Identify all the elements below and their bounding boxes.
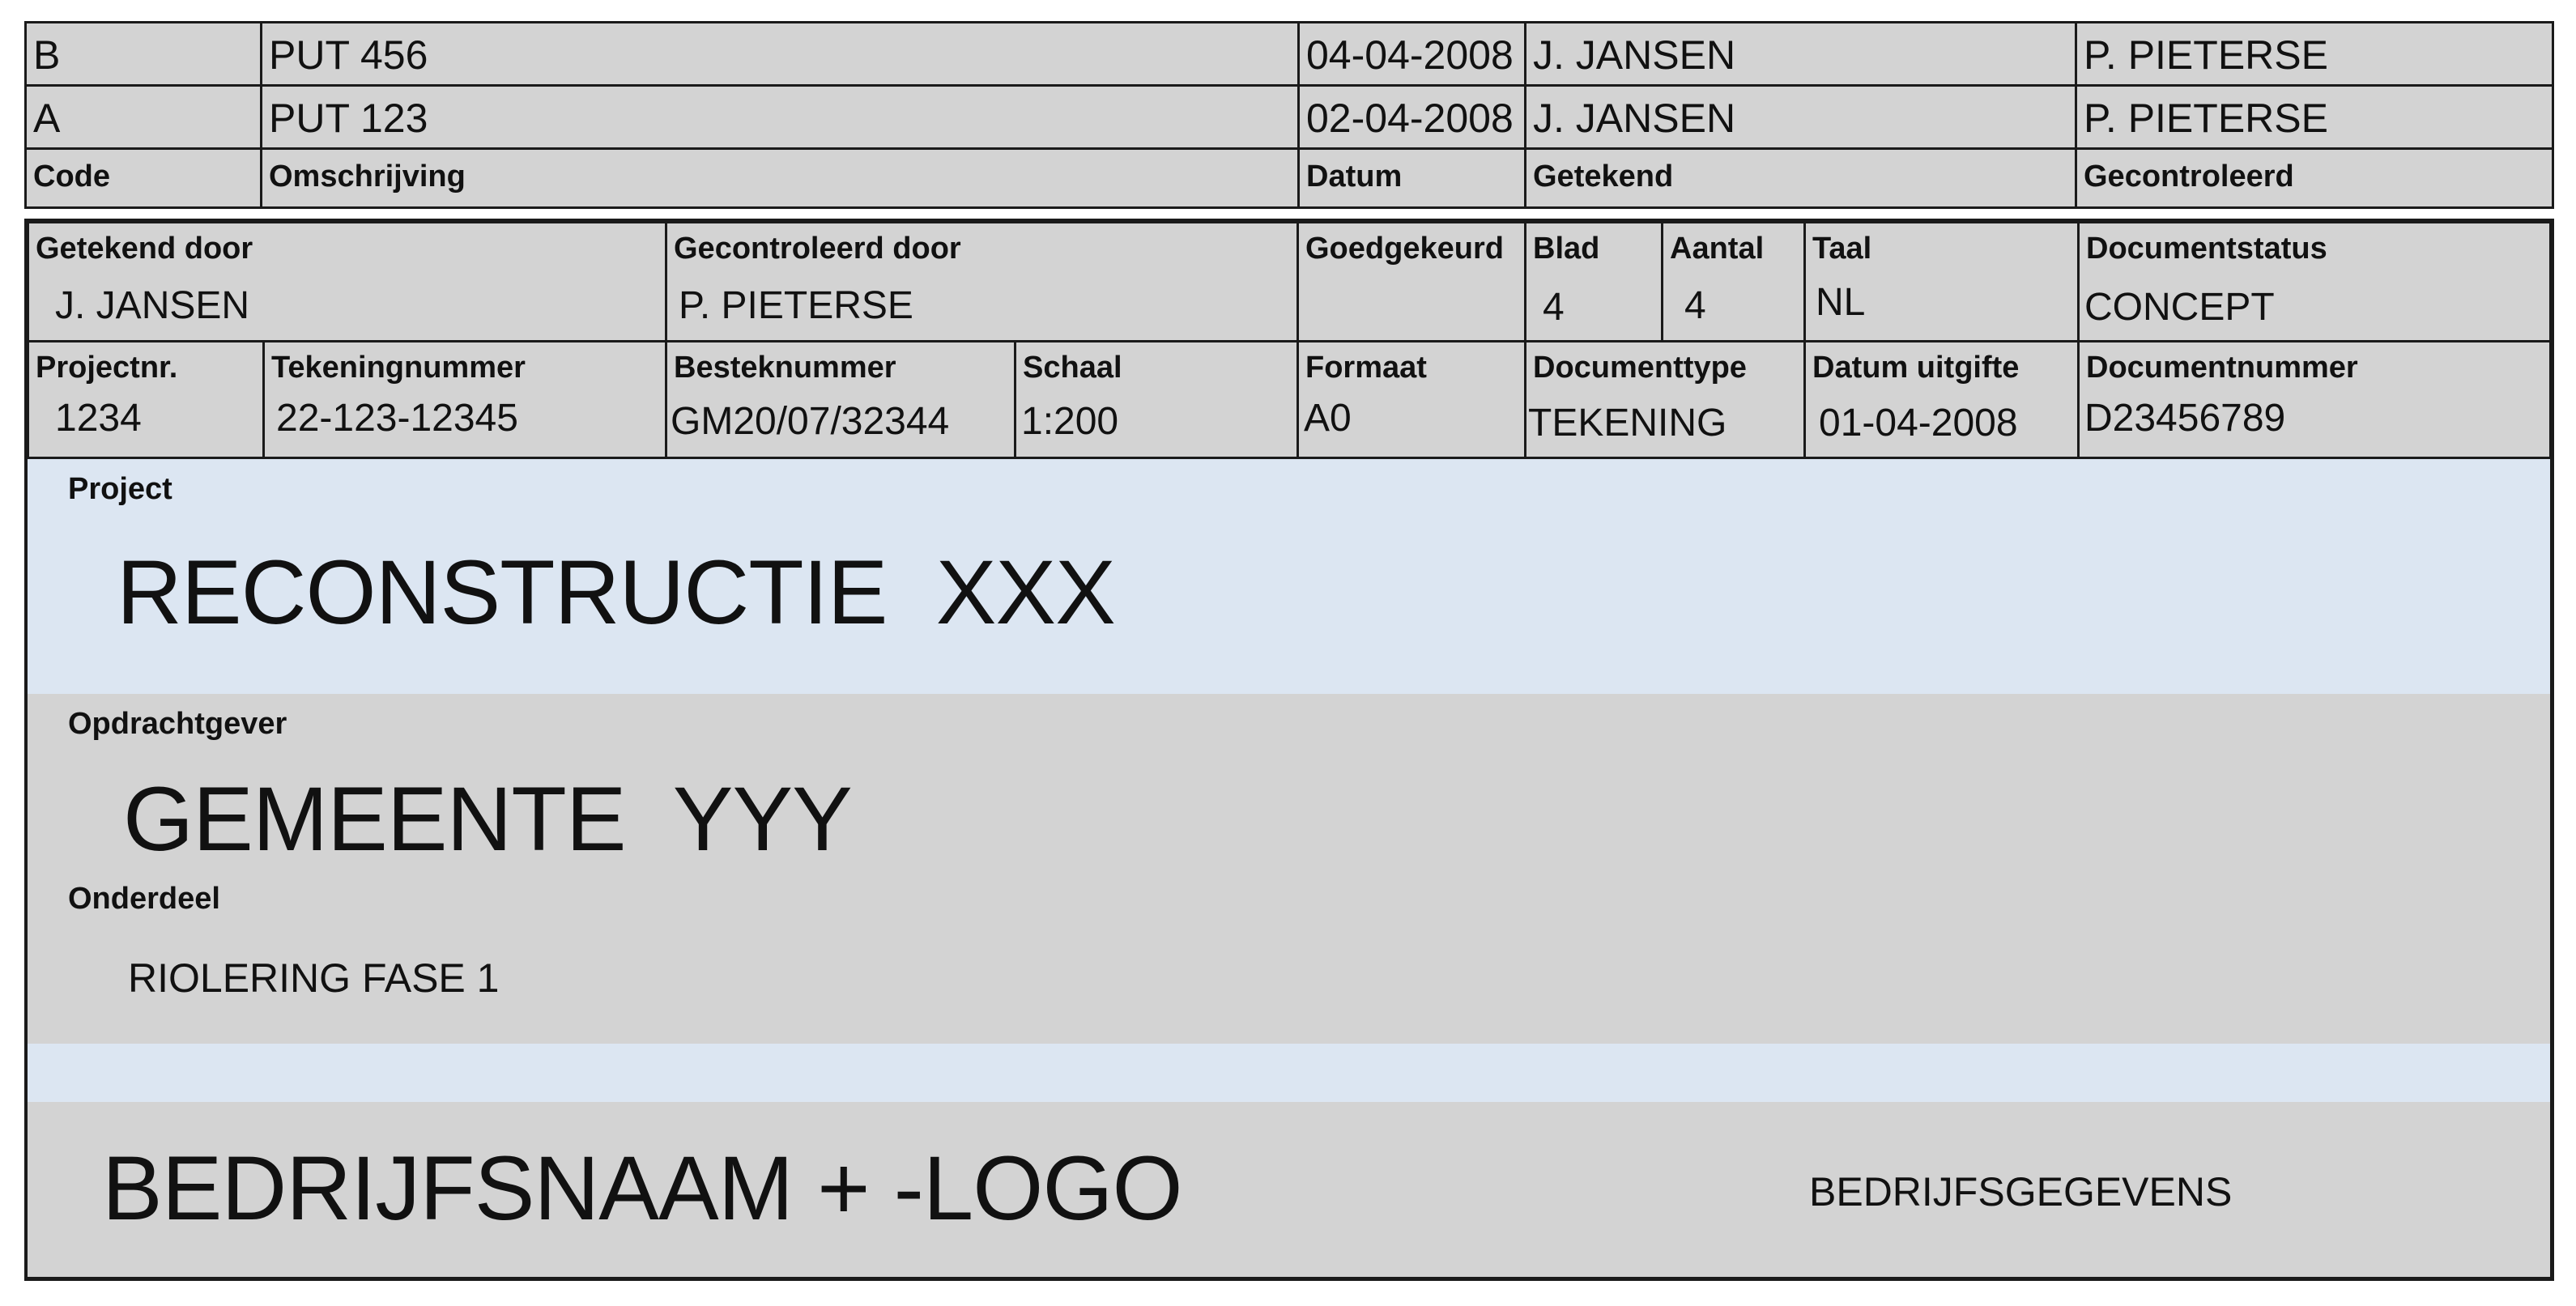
- format-label: Formaat: [1305, 351, 1427, 385]
- project-nr-value: 1234: [55, 397, 142, 440]
- part-value: RIOLERING FASE 1: [128, 955, 500, 1001]
- drawing-nr-value: 22-123-12345: [276, 397, 518, 440]
- scale-value: 1:200: [1021, 400, 1119, 443]
- rev-b-code: B: [24, 21, 262, 87]
- company-section: [28, 1102, 2550, 1277]
- rev-header-date: Datum: [1297, 147, 1526, 209]
- issue-date-label: Datum uitgifte: [1812, 351, 2020, 385]
- status-value: CONCEPT: [2084, 286, 2275, 329]
- count-value: 4: [1684, 284, 1706, 327]
- format-cell: [1297, 340, 1526, 459]
- sheet-value: 4: [1543, 286, 1565, 329]
- rev-header-code: Code: [24, 147, 262, 209]
- drawn-by-label: Getekend door: [36, 232, 253, 266]
- revision-table: [24, 21, 2554, 209]
- rev-b-drawn: J. JANSEN: [1524, 21, 2077, 87]
- rev-b-date: 04-04-2008: [1297, 21, 1526, 87]
- doc-nr-cell: [2077, 340, 2552, 459]
- rev-a-checked: P. PIETERSE: [2075, 84, 2554, 150]
- spec-nr-label: Besteknummer: [674, 351, 896, 385]
- scale-label: Schaal: [1023, 351, 1122, 385]
- project-section: [28, 459, 2550, 694]
- rev-header-drawn: Getekend: [1524, 147, 2077, 209]
- rev-a-code: A: [24, 84, 262, 150]
- spacer-strip: [28, 1044, 2550, 1102]
- approved-cell: [1297, 221, 1526, 342]
- project-label: Project: [68, 472, 172, 506]
- client-section: [28, 694, 2550, 1044]
- company-details: BEDRIJFSGEGEVENS: [1809, 1169, 2233, 1215]
- doc-type-value: TEKENING: [1528, 402, 1727, 445]
- checked-by-cell: [665, 221, 1299, 342]
- status-cell: [2077, 221, 2552, 342]
- language-label: Taal: [1812, 232, 1872, 266]
- issue-date-cell: [1803, 340, 2080, 459]
- doc-nr-value: D23456789: [2084, 397, 2286, 440]
- rev-b-checked: P. PIETERSE: [2075, 21, 2554, 87]
- rev-b-description: PUT 456: [260, 21, 1300, 87]
- checked-by-value: P. PIETERSE: [679, 284, 913, 327]
- project-value: RECONSTRUCTIE XXX: [117, 542, 1115, 643]
- drawing-nr-label: Tekeningnummer: [271, 351, 526, 385]
- issue-date-value: 01-04-2008: [1819, 402, 2018, 445]
- company-name: BEDRIJFSNAAM + -LOGO: [102, 1138, 1182, 1239]
- sheet-cell: [1524, 221, 1663, 342]
- project-nr-label: Projectnr.: [36, 351, 178, 385]
- language-value: NL: [1816, 281, 1866, 324]
- scale-cell: [1014, 340, 1299, 459]
- status-label: Documentstatus: [2086, 232, 2327, 266]
- drawn-by-cell: [27, 221, 667, 342]
- language-cell: [1803, 221, 2080, 342]
- drawn-by-value: J. JANSEN: [55, 284, 250, 327]
- project-nr-cell: [27, 340, 265, 459]
- checked-by-label: Gecontroleerd door: [674, 232, 961, 266]
- rev-header-description: Omschrijving: [260, 147, 1300, 209]
- doc-nr-label: Documentnummer: [2086, 351, 2358, 385]
- spec-nr-value: GM20/07/32344: [671, 400, 950, 443]
- rev-a-date: 02-04-2008: [1297, 84, 1526, 150]
- client-value: GEMEENTE YYY: [123, 768, 852, 870]
- count-cell: [1661, 221, 1806, 342]
- spec-nr-cell: [665, 340, 1016, 459]
- part-label: Onderdeel: [68, 882, 220, 916]
- count-label: Aantal: [1670, 232, 1765, 266]
- doc-type-cell: [1524, 340, 1806, 459]
- info-grid: [27, 221, 2552, 459]
- rev-a-description: PUT 123: [260, 84, 1300, 150]
- rev-header-checked: Gecontroleerd: [2075, 147, 2554, 209]
- rev-a-drawn: J. JANSEN: [1524, 84, 2077, 150]
- sheet-label: Blad: [1533, 232, 1600, 266]
- doc-type-label: Documenttype: [1533, 351, 1747, 385]
- client-label: Opdrachtgever: [68, 707, 287, 741]
- drawing-nr-cell: [262, 340, 667, 459]
- approved-label: Goedgekeurd: [1305, 232, 1504, 266]
- format-value: A0: [1304, 397, 1352, 440]
